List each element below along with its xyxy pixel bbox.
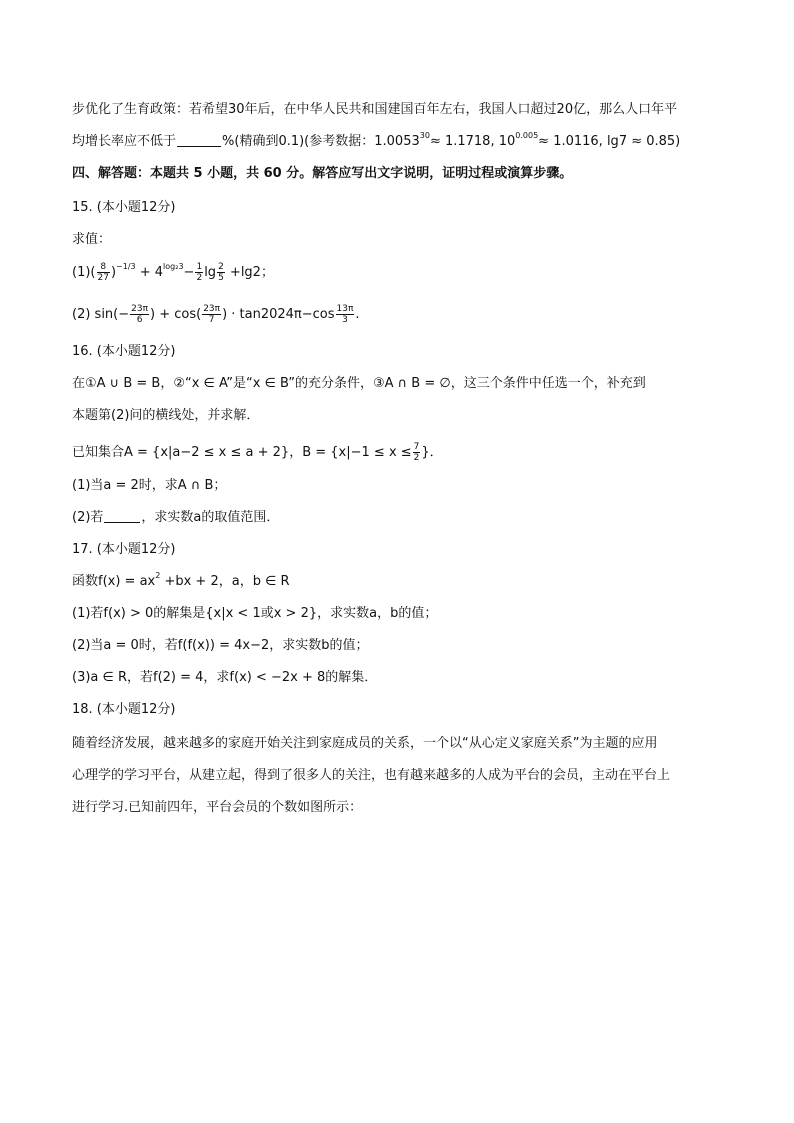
text-span: %(精确到0.1)(参考数据：1.0053: [222, 134, 420, 149]
exponent: log₂3: [163, 262, 184, 271]
numerator: 1: [196, 262, 203, 272]
text-span: .: [355, 307, 360, 322]
fraction: [336, 304, 355, 325]
text-span: lg: [204, 265, 217, 280]
text-span: ) + cos(: [150, 307, 202, 322]
text-span: 已知集合A = {x|a−2 ≤ x ≤ a + 2}，B = {x|−1 ≤ x ≤: [72, 445, 412, 460]
text-line: (2)当a = 0时，若f(f(x)) = 4x−2，求实数b的值；: [72, 638, 369, 653]
text-span: −: [183, 265, 195, 280]
question-header: 17. (本小题12分): [72, 542, 176, 557]
fraction: [413, 442, 421, 463]
math-line: [72, 442, 734, 463]
numerator: 13π: [336, 304, 354, 314]
numerator: 8: [97, 262, 110, 273]
text-line: 随着经济发展，越来越多的家庭开始关注到家庭成员的关系，一个以“从心定义家庭关系”为主题的应用: [72, 736, 658, 751]
text-line: 步优化了生育政策：若希望30年后，在中华人民共和国建国百年左右，我国人口超过20亿，那么人口年平: [72, 102, 678, 117]
answer-blank[interactable]: [104, 509, 140, 523]
text-span: 函数f(x) = ax: [72, 574, 156, 589]
denominator: 5: [218, 273, 224, 283]
section-heading: 四、解答题：本题共 5 小题，共 60 分。解答应写出文字说明，证明过程或演算步骤。: [72, 166, 573, 181]
denominator: 27: [97, 273, 109, 283]
text-span: ，求实数a的取值范围．: [141, 510, 280, 525]
fraction: [97, 262, 110, 283]
text-span: (2)若: [72, 510, 104, 525]
text-span: ) · tan2024π−cos: [222, 307, 335, 322]
denominator: 3: [342, 315, 348, 325]
denominator: 6: [136, 315, 143, 325]
text-line: 本题第(2)问的横线处，并求解．: [72, 408, 260, 423]
text-line: (1)若f(x) > 0的解集是{x|x < 1或x > 2}，求实数a，b的值；: [72, 606, 438, 621]
math-line: [72, 304, 734, 325]
numerator: 7: [413, 442, 420, 452]
exponent: 2: [155, 571, 161, 580]
text-span: ≈ 1.0116, lg7 ≈ 0.85): [538, 134, 681, 149]
math-line: [72, 262, 734, 283]
math-line: [72, 572, 734, 592]
text-line: (1)当a = 2时，求A ∩ B；: [72, 478, 227, 493]
exponent: 0.005: [515, 131, 539, 140]
numerator: 23π: [131, 304, 149, 314]
text-span: (1)(: [72, 265, 96, 280]
question-header: 18. (本小题12分): [72, 702, 176, 717]
text-span: + 4: [135, 265, 164, 280]
numerator: 2: [218, 262, 224, 272]
text-line: 在①A ∪ B = B，②“x ∈ A”是“x ∈ B”的充分条件，③A ∩ B = ∅，这三个条件中任选一个，补充到: [72, 376, 646, 391]
text-span: +lg2；: [225, 265, 274, 280]
exponent: −1/3: [116, 262, 136, 271]
text-span: 均增长率应不低于: [72, 134, 177, 149]
text-span: ≈ 1.1718, 10: [429, 134, 516, 149]
answer-blank[interactable]: [177, 133, 221, 147]
text-span: }．: [421, 445, 443, 460]
numerator: 23π: [203, 304, 221, 314]
text-span: ): [110, 265, 117, 280]
text-line: [72, 132, 734, 152]
question-header: 16. (本小题12分): [72, 344, 176, 359]
fraction: [217, 262, 225, 283]
question-header: 15. (本小题12分): [72, 200, 176, 215]
denominator: 2: [413, 453, 420, 463]
text-line: 求值：: [72, 232, 112, 247]
text-line: 心理学的学习平台，从建立起，得到了很多人的关注，也有越来越多的人成为平台的会员，主动在平台上: [72, 768, 671, 783]
fraction: [195, 262, 203, 283]
fraction: [130, 304, 149, 325]
fraction: [202, 304, 221, 325]
denominator: 7: [208, 315, 215, 325]
text-span: +bx + 2，a，b ∈ R: [160, 574, 290, 589]
text-line: (3)a ∈ R，若f(2) = 4，求f(x) < −2x + 8的解集．: [72, 670, 378, 685]
text-span: (2) sin(−: [72, 307, 130, 322]
exponent: 30: [419, 131, 430, 140]
text-line: 进行学习.已知前四年，平台会员的个数如图所示：: [72, 800, 363, 815]
denominator: 2: [196, 273, 203, 283]
text-line: [72, 508, 734, 528]
